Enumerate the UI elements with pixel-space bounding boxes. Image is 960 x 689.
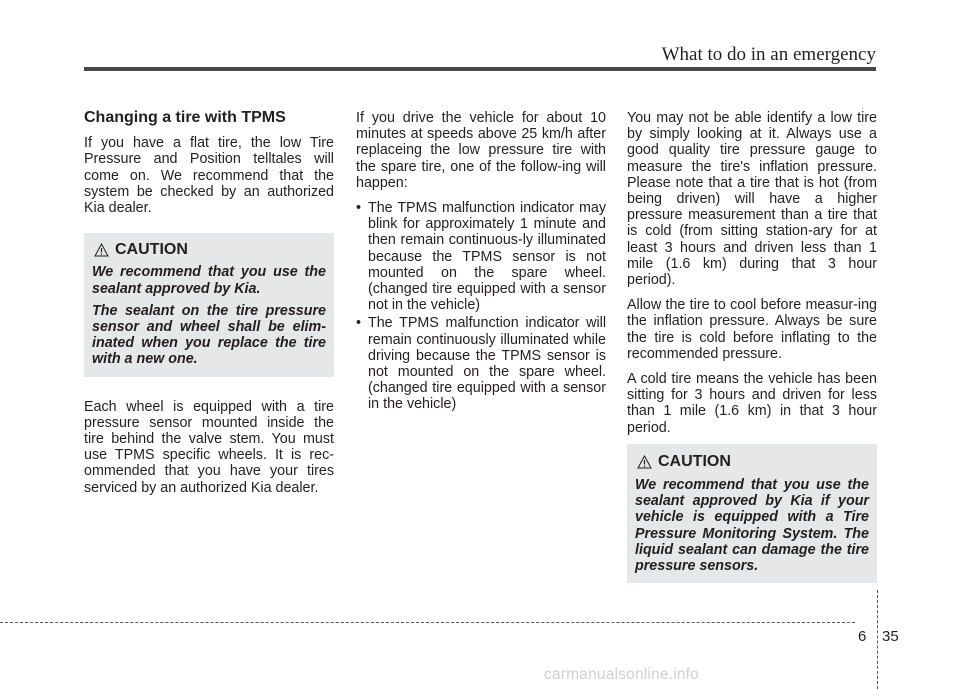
bullet-list [356, 200, 606, 413]
watermark: carmanualsonline.info [544, 666, 699, 683]
caution-header [94, 242, 326, 258]
section-heading: Changing a tire with TPMS [84, 109, 286, 126]
paragraph: A cold tire means the vehicle has been sitting for 3 hours and driven for less than 1 mile (1.6 km) in that 3 hour period. [627, 371, 877, 436]
paragraph: If you drive the vehicle for about 10 minutes at speeds above 25 km/h after replaceing the low pressure tire with the spare tire, one of the follow-ing will happen: [356, 110, 606, 191]
paragraph: Each wheel is equipped with a tire pressure sensor mounted inside the tire behind the valve stem. You must use TPMS specific wheels. It is rec-ommended that you have your tires serviced by an authorized Kia dealer. [84, 398, 334, 496]
caution-box [84, 233, 334, 376]
page-number: 35 [882, 628, 899, 645]
footer-divider [877, 590, 878, 689]
header-rule [84, 67, 876, 71]
caution-box [627, 444, 877, 583]
list-item: • The TPMS malfunction indicator may blink for approximately 1 minute and then remain continuous-ly illuminated because the TPMS sensor is not mounted on the spare wheel. (changed tire equipped with a sensor not in the vehicle) [356, 200, 606, 313]
column-1 [84, 110, 334, 505]
chapter-number: 6 [858, 628, 867, 645]
page-header-title: What to do in an emergency [661, 44, 876, 65]
caution-title: CAUTION [658, 453, 731, 470]
paragraph: If you have a flat tire, the low Tire Pressure and Position telltales will come on. We recommend that the system be checked by an authorized Kia dealer. [84, 135, 334, 217]
column-3 [627, 110, 877, 445]
footer-rule [0, 622, 855, 623]
caution-header [637, 453, 869, 471]
paragraph: You may not be able identify a low tire by simply looking at it. Always use a good quality tire pressure gauge to measure the tire's inflation pressure. Please note that a tire that is hot (from being driven) will have a higher pressure measurement than a tire that is cold (from sitting station-ary for at least 3 hours and driven less than 1 mile (1.6 km) during that 3 hour period). [627, 110, 877, 289]
caution-title: CAUTION [115, 241, 188, 259]
caution-text: We recommend that you use the sealant approved by Kia. [92, 264, 326, 297]
caution-text: We recommend that you use the sealant approved by Kia if your vehicle is equipped with a Tire Pressure Monitoring System. The liquid sealant can damage the tire pressure sensors. [635, 477, 869, 575]
warning-triangle-icon [94, 243, 109, 257]
caution-text: The sealant on the tire pressure sensor and wheel shall be elim-inated when you replace the tire with a new one. [92, 302, 326, 368]
list-item: • The TPMS malfunction indicator will remain continuously illuminated while driving because the TPMS sensor is not mounted on the spare wheel. (changed tire equipped with a sensor in the vehicle) [356, 315, 606, 412]
column-2 [356, 110, 606, 415]
paragraph: Allow the tire to cool before measur-ing the inflation pressure. Always be sure the tire is cold before inflating to the recommended pressure. [627, 297, 877, 362]
warning-triangle-icon [637, 455, 652, 469]
